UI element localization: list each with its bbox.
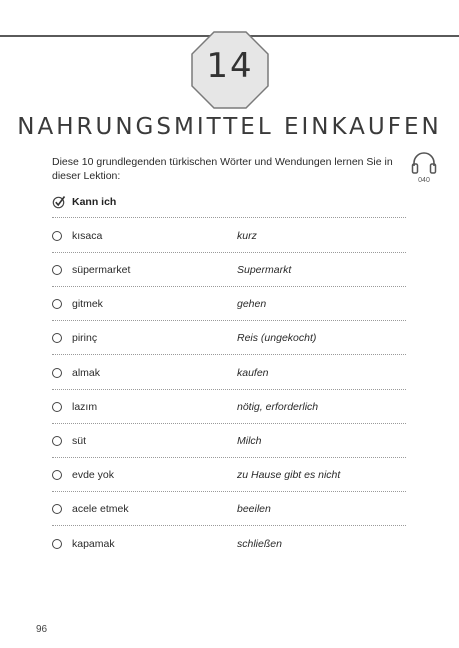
chapter-title: NAHRUNGSMITTEL EINKAUFEN: [17, 114, 442, 140]
checkbox-circle[interactable]: [52, 470, 62, 480]
checkbox-circle[interactable]: [52, 368, 62, 378]
divider: [52, 217, 406, 218]
checkbox-circle[interactable]: [52, 402, 62, 412]
vocab-row: [52, 262, 406, 278]
page-number: 96: [36, 624, 48, 635]
can-do-header: [52, 194, 116, 210]
vocab-row: [52, 501, 406, 517]
can-do-label: Kann ich: [72, 196, 117, 208]
vocab-row: [52, 296, 406, 312]
divider: [52, 320, 406, 321]
divider: [52, 457, 406, 458]
divider: [52, 525, 406, 526]
german-translation: kaufen: [237, 367, 269, 379]
divider: [52, 389, 406, 390]
checkmark-circle-icon: [52, 195, 66, 209]
intro-text: Diese 10 grundlegenden türkischen Wörter und Wendungen lernen Sie in dieser Lektion:: [52, 156, 393, 182]
checkbox-circle[interactable]: [52, 231, 62, 241]
divider: [52, 491, 406, 492]
vocab-row: [52, 536, 406, 552]
turkish-word: kısaca: [72, 230, 103, 242]
german-translation: gehen: [237, 298, 267, 310]
chapter-number: 14: [206, 46, 254, 86]
turkish-word: kapamak: [72, 538, 115, 550]
turkish-word: pirinç: [72, 332, 98, 344]
checkbox-circle[interactable]: [52, 265, 62, 275]
divider: [52, 354, 406, 355]
checkbox-circle[interactable]: [52, 539, 62, 549]
turkish-word: gitmek: [72, 298, 103, 310]
vocab-row: [52, 330, 406, 346]
german-translation: kurz: [237, 230, 257, 242]
german-translation: Reis (ungekocht): [237, 332, 317, 344]
german-translation: nötig, erforderlich: [237, 401, 319, 413]
divider: [52, 423, 406, 424]
vocab-row: [52, 228, 406, 244]
checkbox-circle[interactable]: [52, 333, 62, 343]
german-translation: schließen: [237, 538, 282, 550]
headphones-icon[interactable]: [410, 150, 438, 176]
chapter-badge: [190, 30, 270, 110]
checkbox-circle[interactable]: [52, 436, 62, 446]
turkish-word: süt: [72, 435, 87, 447]
turkish-word: almak: [72, 367, 101, 379]
vocab-row: [52, 467, 406, 483]
vocab-row: [52, 433, 406, 449]
german-translation: Milch: [237, 435, 262, 447]
divider: [52, 286, 406, 287]
german-translation: beeilen: [237, 503, 271, 515]
vocab-row: [52, 365, 406, 381]
checkbox-circle[interactable]: [52, 504, 62, 514]
german-translation: Supermarkt: [237, 264, 292, 276]
vocab-row: [52, 399, 406, 415]
turkish-word: lazım: [72, 401, 98, 413]
checkbox-circle[interactable]: [52, 299, 62, 309]
turkish-word: evde yok: [72, 469, 115, 481]
turkish-word: acele etmek: [72, 503, 129, 515]
audio-track-number: 040: [418, 177, 430, 184]
divider: [52, 252, 406, 253]
turkish-word: süpermarket: [72, 264, 131, 276]
german-translation: zu Hause gibt es nicht: [237, 469, 341, 481]
